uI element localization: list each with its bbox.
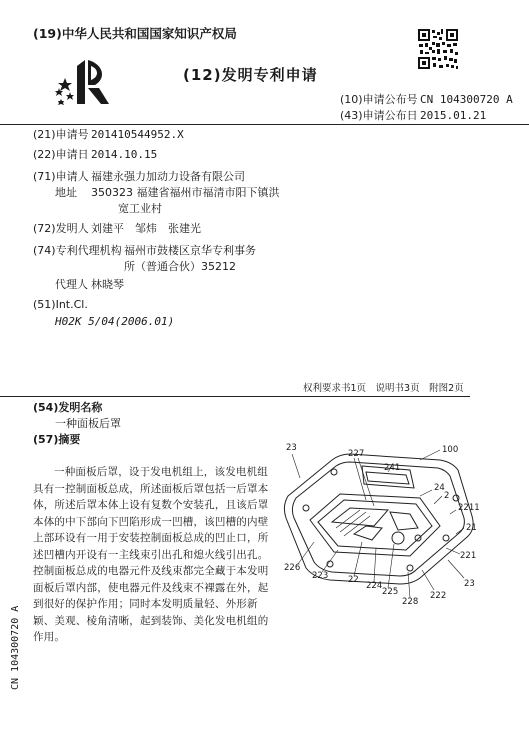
section-rule bbox=[0, 396, 470, 397]
int-cl-label: (51)Int.Cl. bbox=[33, 298, 88, 311]
side-publication-number: CN 104300720 A bbox=[10, 605, 21, 690]
page-counts: 权利要求书1页 说明书3页 附图2页 bbox=[303, 383, 464, 394]
label-24: 24 bbox=[434, 483, 445, 493]
address-line-1: 350323 福建省福州市福清市阳下镇洪 bbox=[91, 186, 280, 199]
agency-line-1: 福州市鼓楼区京华专利事务 bbox=[124, 244, 256, 257]
address-line-2: 宽工业村 bbox=[118, 202, 162, 215]
office-name: (19)中华人民共和国国家知识产权局 bbox=[33, 26, 237, 41]
label-228: 228 bbox=[402, 597, 419, 607]
label-227: 227 bbox=[348, 449, 365, 459]
applicant-label: (71)申请人 bbox=[33, 170, 89, 183]
inventors: 刘建平 邹炜 张建光 bbox=[91, 222, 201, 235]
label-241: 241 bbox=[384, 463, 401, 473]
inventor-label: (72)发明人 bbox=[33, 222, 89, 235]
label-100: 100 bbox=[442, 445, 459, 455]
agency-line-2: 所（普通合伙）35212 bbox=[124, 260, 236, 273]
application-number: 201410544952.X bbox=[91, 128, 184, 141]
agency-label: (74)专利代理机构 bbox=[33, 244, 122, 257]
cnipa-logo-icon bbox=[55, 58, 117, 108]
int-cl: H02K 5/04(2006.01) bbox=[55, 315, 175, 328]
publication-date: 2015.01.21 bbox=[420, 109, 487, 122]
label-225: 225 bbox=[382, 587, 399, 597]
label-23-bottom: 23 bbox=[464, 579, 475, 589]
abstract-text: 一种面板后罩，设于发电机组上，该发电机组具有一控制面板总成，所述面板后罩包括一后罩本体，所述后罩本体上设有复数个安装孔，且该后罩本体的中下部向下凹陷形成一凹槽，该凹槽的内壁上部环设有一用于安装控制面板总成的凹止口，所述凹槽内开设有一主线束引出孔和熄火线引出孔。控制面板总成的电器元件及线束都完全藏于本发明面板后罩内部，使电器元件及线束不裸露在外，起到很好的保护作用；同时本发明质量轻、外形新颖、美观、棱角清晰，起到装饰、美化发电机组的作用。 bbox=[33, 466, 269, 643]
label-222: 222 bbox=[430, 591, 447, 601]
publication-number-label: (10)申请公布号 bbox=[340, 93, 418, 106]
application-date-label: (22)申请日 bbox=[33, 148, 89, 161]
qr-code-icon bbox=[417, 28, 459, 70]
agent-label: 代理人 bbox=[55, 278, 88, 291]
label-23-top: 23 bbox=[286, 443, 297, 453]
application-date: 2014.10.15 bbox=[91, 148, 158, 161]
header-rule bbox=[0, 124, 529, 125]
invention-title-label: (54)发明名称 bbox=[33, 401, 103, 414]
label-226: 226 bbox=[284, 563, 301, 573]
label-21: 21 bbox=[466, 523, 477, 533]
label-2: 2 bbox=[444, 491, 450, 501]
invention-title: 一种面板后罩 bbox=[55, 417, 121, 430]
agent: 林晓琴 bbox=[91, 278, 124, 291]
label-2211: 2211 bbox=[458, 503, 480, 513]
publication-number: CN 104300720 A bbox=[420, 93, 513, 106]
figure-panel-rear-cover bbox=[270, 438, 500, 608]
label-224: 224 bbox=[366, 581, 383, 591]
label-221: 221 bbox=[460, 551, 477, 561]
publication-date-label: (43)申请公布日 bbox=[340, 109, 418, 122]
application-number-label: (21)申请号 bbox=[33, 128, 89, 141]
applicant: 福建永强力加动力设备有限公司 bbox=[91, 170, 245, 183]
document-kind: (12)发明专利申请 bbox=[183, 66, 318, 84]
label-22: 22 bbox=[348, 575, 359, 585]
abstract-label: (57)摘要 bbox=[33, 433, 81, 446]
label-223: 223 bbox=[312, 571, 329, 581]
address-label: 地址 bbox=[55, 186, 77, 199]
